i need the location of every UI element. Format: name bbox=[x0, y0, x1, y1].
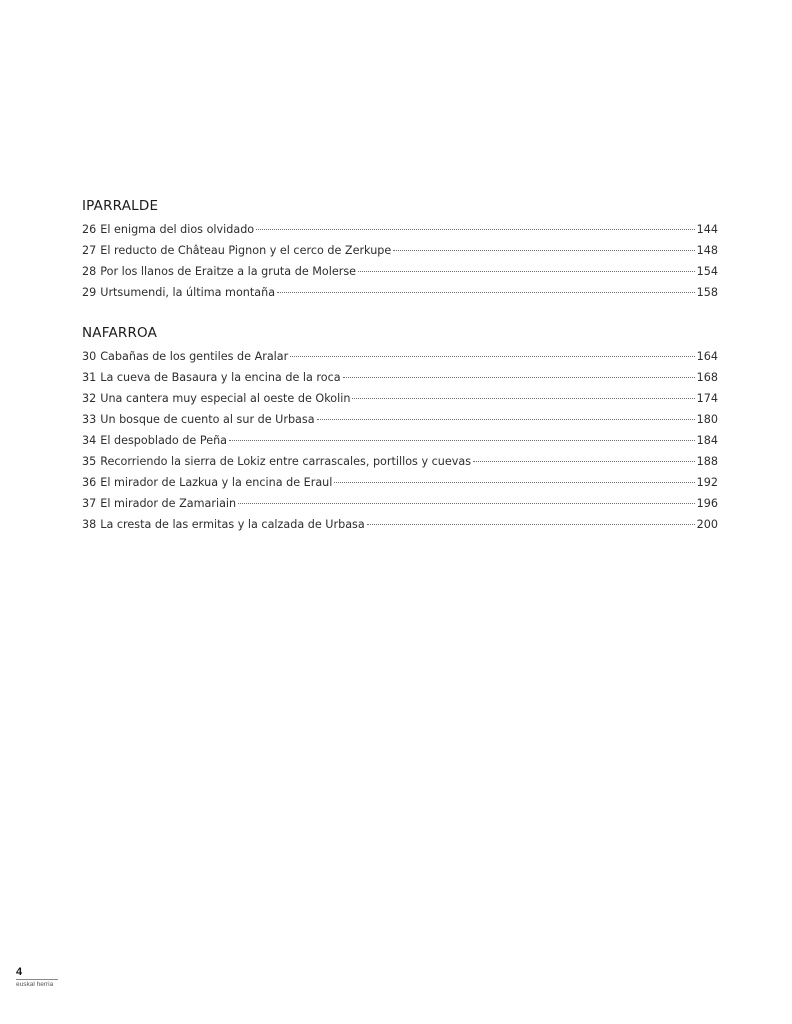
dot-leader bbox=[238, 502, 695, 504]
entry-number: 29 bbox=[82, 286, 97, 299]
entry-page: 154 bbox=[696, 265, 718, 278]
entry-page: 174 bbox=[696, 392, 718, 405]
dot-leader bbox=[367, 523, 695, 525]
toc-entry[interactable] bbox=[82, 367, 718, 388]
entry-page: 148 bbox=[696, 244, 718, 257]
dot-leader bbox=[229, 439, 695, 441]
toc-entry[interactable] bbox=[82, 282, 718, 303]
page-footer bbox=[16, 966, 58, 989]
entry-number: 33 bbox=[82, 413, 97, 426]
dot-leader bbox=[277, 291, 695, 293]
entry-title: El despoblado de Peña bbox=[100, 434, 228, 447]
entry-title: El reducto de Château Pignon y el cerco de Zerkupe bbox=[100, 244, 392, 257]
entry-page: 144 bbox=[696, 223, 718, 236]
entry-page: 188 bbox=[696, 455, 718, 468]
toc-entry[interactable] bbox=[82, 261, 718, 282]
entry-number: 30 bbox=[82, 350, 97, 363]
dot-leader bbox=[334, 481, 694, 483]
entry-title: El enigma del dios olvidado bbox=[100, 223, 255, 236]
entry-title: El mirador de Zamariain bbox=[100, 497, 237, 510]
entry-page: 180 bbox=[696, 413, 718, 426]
entry-page: 164 bbox=[696, 350, 718, 363]
dot-leader bbox=[393, 249, 694, 251]
toc-entry[interactable] bbox=[82, 409, 718, 430]
dot-leader bbox=[343, 376, 695, 378]
entry-number: 36 bbox=[82, 476, 97, 489]
entry-number: 31 bbox=[82, 371, 97, 384]
entry-title: Urtsumendi, la última montaña bbox=[100, 286, 276, 299]
entry-title: Cabañas de los gentiles de Aralar bbox=[100, 350, 289, 363]
entry-number: 28 bbox=[82, 265, 97, 278]
entry-title: El mirador de Lazkua y la encina de Eraul bbox=[100, 476, 333, 489]
entry-number: 34 bbox=[82, 434, 97, 447]
toc-section-iparralde bbox=[82, 196, 718, 303]
entry-number: 26 bbox=[82, 223, 97, 236]
dot-leader bbox=[256, 228, 694, 230]
dot-leader bbox=[352, 397, 694, 399]
toc-entry[interactable] bbox=[82, 219, 718, 240]
footer-label: euskal herria bbox=[16, 981, 54, 988]
entry-number: 37 bbox=[82, 497, 97, 510]
dot-leader bbox=[290, 355, 694, 357]
dot-leader bbox=[317, 418, 695, 420]
toc-entry[interactable] bbox=[82, 493, 718, 514]
entry-number: 27 bbox=[82, 244, 97, 257]
page-number: 4 bbox=[16, 966, 58, 980]
toc-entry[interactable] bbox=[82, 451, 718, 472]
toc-entry[interactable] bbox=[82, 514, 718, 535]
section-heading: IPARRALDE bbox=[82, 198, 159, 214]
entry-page: 158 bbox=[696, 286, 718, 299]
entry-title: La cresta de las ermitas y la calzada de Urbasa bbox=[100, 518, 365, 531]
entry-number: 38 bbox=[82, 518, 97, 531]
entry-page: 168 bbox=[696, 371, 718, 384]
toc-entry[interactable] bbox=[82, 430, 718, 451]
entry-title: Un bosque de cuento al sur de Urbasa bbox=[100, 413, 315, 426]
entry-page: 192 bbox=[696, 476, 718, 489]
entry-title: Una cantera muy especial al oeste de Okolin bbox=[100, 392, 351, 405]
entry-title: Por los llanos de Eraitze a la gruta de Molerse bbox=[100, 265, 357, 278]
section-heading: NAFARROA bbox=[82, 325, 158, 341]
toc-entry[interactable] bbox=[82, 472, 718, 493]
entry-page: 200 bbox=[696, 518, 718, 531]
entry-page: 184 bbox=[696, 434, 718, 447]
toc-entry[interactable] bbox=[82, 240, 718, 261]
entry-number: 35 bbox=[82, 455, 97, 468]
dot-leader bbox=[358, 270, 695, 272]
entry-number: 32 bbox=[82, 392, 97, 405]
toc-entry[interactable] bbox=[82, 388, 718, 409]
entry-title: La cueva de Basaura y la encina de la roca bbox=[100, 371, 341, 384]
dot-leader bbox=[473, 460, 695, 462]
toc-section-nafarroa bbox=[82, 323, 718, 535]
entry-title: Recorriendo la sierra de Lokiz entre carrascales, portillos y cuevas bbox=[100, 455, 472, 468]
toc-entry[interactable] bbox=[82, 346, 718, 367]
entry-page: 196 bbox=[696, 497, 718, 510]
